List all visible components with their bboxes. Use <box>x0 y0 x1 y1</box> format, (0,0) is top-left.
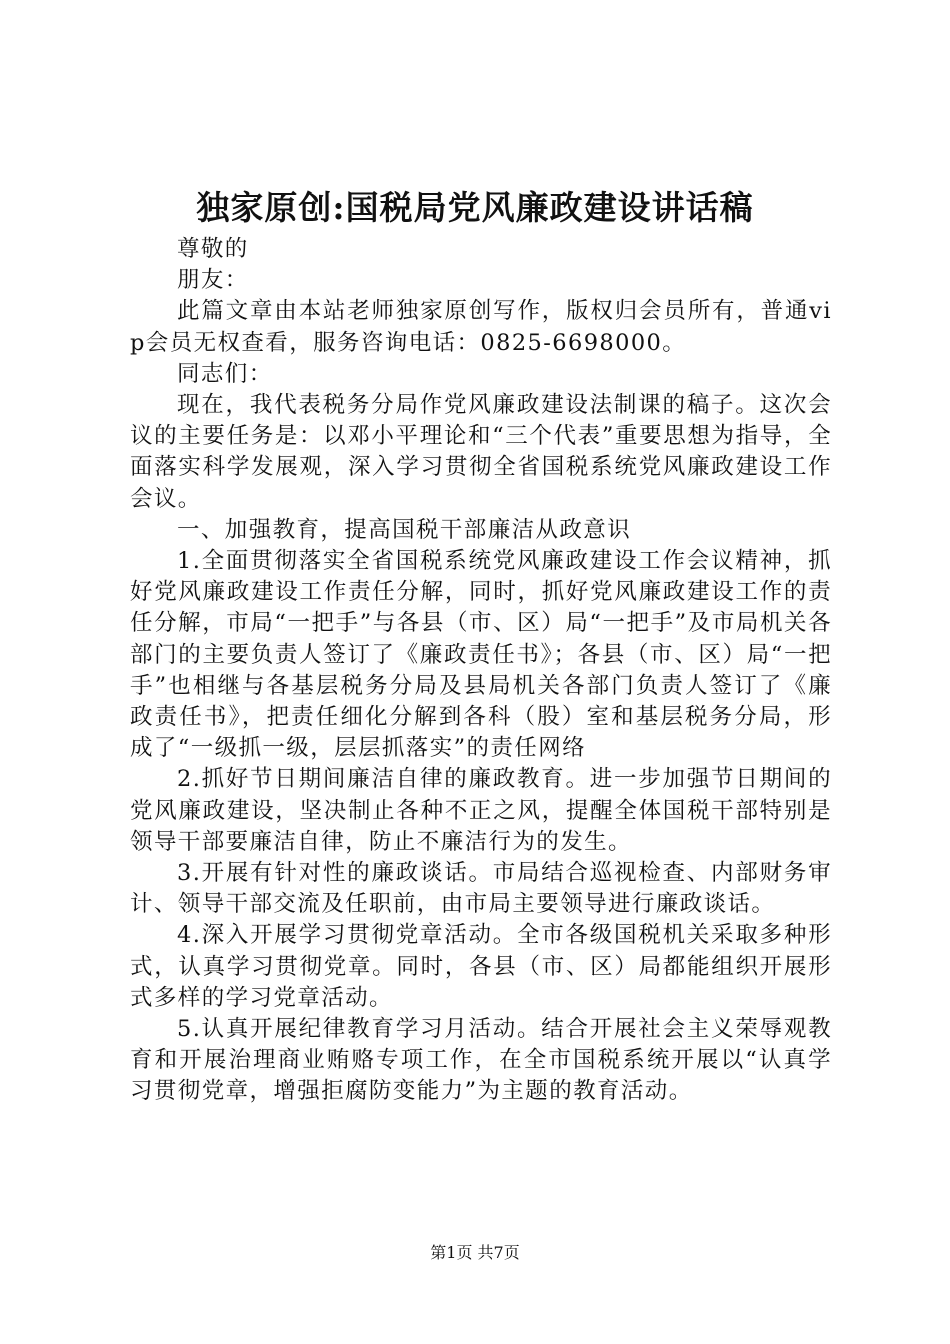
item-paragraph-3: 3.开展有针对性的廉政谈话。市局结合巡视检查、内部财务审计、领导干部交流及任职前，由市局主要领导进行廉政谈话。 <box>130 860 832 918</box>
salutation-line-1: 尊敬的 <box>177 236 249 262</box>
copyright-notice-paragraph: 此篇文章由本站老师独家原创写作，版权归会员所有，普通vip会员无权查看，服务咨询电话：0825-6698000。 <box>130 298 832 356</box>
item-paragraph-2: 2.抓好节日期间廉洁自律的廉政教育。进一步加强节日期间的党风廉政建设，坚决制止各种不正之风，提醒全体国税干部特别是领导干部要廉洁自律，防止不廉洁行为的发生。 <box>130 766 832 855</box>
document-title: 独家原创:国税局党风廉政建设讲话稿 <box>196 188 754 227</box>
item-paragraph-5: 5.认真开展纪律教育学习月活动。结合开展社会主义荣辱观教育和开展治理商业贿赂专项工作，在全市国税系统开展以“认真学习贯彻党章，增强拒腐防变能力”为主题的教育活动。 <box>130 1016 832 1105</box>
document-body <box>130 234 832 1108</box>
item-paragraph-1: 1.全面贯彻落实全省国税系统党风廉政建设工作会议精神，抓好党风廉政建设工作责任分解，同时，抓好党风廉政建设工作的责任分解，市局“一把手”与各县（市、区）局“一把手”及市局机关各部门的主要负责人签订了《廉政责任书》；各县（市、区）局“一把手”也相继与各基层税务分局及县局机关各部门负责人签订了《廉政责任书》，把责任细化分解到各科（股）室和基层税务分局，形成了“一级抓一级，层层抓落实”的责任网络 <box>130 548 832 762</box>
salutation-line-2: 朋友： <box>177 267 249 294</box>
item-paragraph-4: 4.深入开展学习贯彻党章活动。全市各级国税机关采取多种形式，认真学习贯彻党章。同时，各县（市、区）局都能组织开展形式多样的学习党章活动。 <box>130 922 832 1011</box>
section-heading: 一、加强教育，提高国税干部廉洁从政意识 <box>177 516 632 543</box>
greeting-paragraph: 同志们： <box>177 360 273 387</box>
page-number-footer: 第1页 共7页 <box>430 1243 520 1262</box>
intro-paragraph: 现在，我代表税务分局作党风廉政建设法制课的稿子。这次会议的主要任务是：以邓小平理论和“三个代表”重要思想为指导，全面落实科学发展观，深入学习贯彻全省国税系统党风廉政建设工作会议。 <box>130 392 832 512</box>
